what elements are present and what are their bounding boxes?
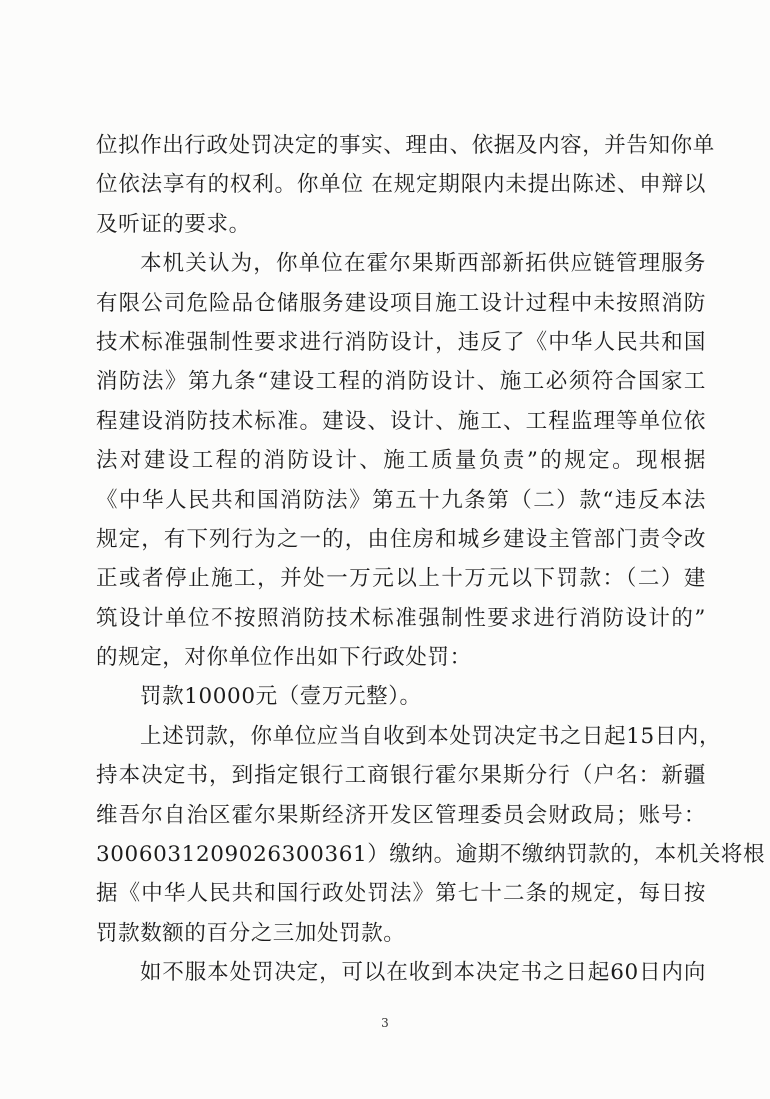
text-line: 规定，有下列行为之一的，由住房和城乡建设主管部门责令改 xyxy=(96,526,706,552)
text-line: 维吾尔自治区霍尔果斯经济开发区管理委员会财政局；账号： xyxy=(96,802,706,828)
text-line: 《中华人民共和国消防法》第五十九条第（二）款“违反本法 xyxy=(96,487,706,513)
text-line: 有限公司危险品仓储服务建设项目施工设计过程中未按照消防 xyxy=(96,290,706,316)
text-line: 筑设计单位不按照消防技术标准强制性要求进行消防设计的” xyxy=(96,605,706,631)
text-line: 程建设消防技术标准。建设、设计、施工、工程监理等单位依 xyxy=(96,408,706,434)
page-number: 3 xyxy=(381,1016,389,1030)
text-line: 技术标准强制性要求进行消防设计，违反了《中华人民共和国 xyxy=(96,329,706,355)
text-line: 位拟作出行政处罚决定的事实、理由、依据及内容，并告知你单 xyxy=(96,133,715,158)
text-line: 持本决定书，到指定银行工商银行霍尔果斯分行（户名：新疆 xyxy=(96,763,706,789)
text-line: 正或者停止施工，并处一万元以上十万元以下罚款：（二）建 xyxy=(96,566,706,592)
text-line: 消防法》第九条“建设工程的消防设计、施工必须符合国家工 xyxy=(96,369,706,395)
text-line: 本机关认为，你单位在霍尔果斯西部新拓供应链管理服务 xyxy=(140,251,706,277)
document-body xyxy=(96,126,766,993)
text-line: 罚款10000元（壹万元整）。 xyxy=(140,684,422,710)
text-line: 的规定，对你单位作出如下行政处罚： xyxy=(96,645,472,671)
text-line: 罚款数额的百分之三加处罚款。 xyxy=(96,920,406,946)
text-line: 位依法享有的权利。你单位 在规定期限内未提出陈述、申辩以 xyxy=(96,172,706,198)
text-line: 上述罚款，你单位应当自收到本处罚决定书之日起15日内， xyxy=(140,723,722,749)
text-line: 据《中华人民共和国行政处罚法》第七十二条的规定，每日按 xyxy=(96,881,706,907)
text-line: 如不服本处罚决定，可以在收到本决定书之日起60日内向 xyxy=(140,960,706,986)
text-line: 3006031209026300361）缴纳。逾期不缴纳罚款的，本机关将根 xyxy=(96,842,766,868)
text-line: 法对建设工程的消防设计、施工质量负责”的规定。现根据 xyxy=(96,448,706,474)
text-line: 及听证的要求。 xyxy=(96,211,251,237)
